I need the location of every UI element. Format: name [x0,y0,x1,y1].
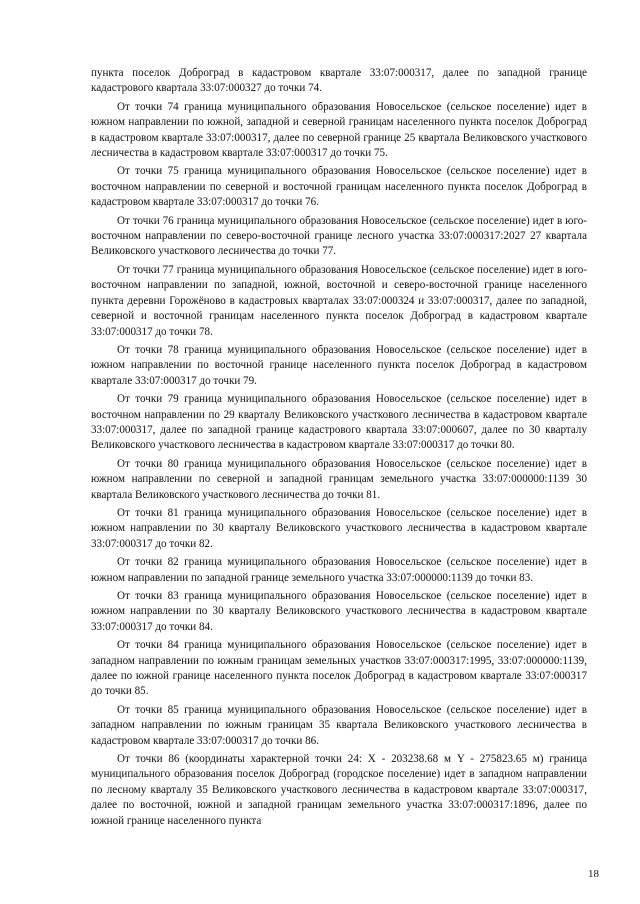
page-number: 18 [588,868,599,880]
paragraph-6: От точки 78 граница муниципального образования Новосельское (сельское поселение) идет в южном направлении по восточной границе населенного пункта поселок Доброград в кадастровом квартале 33:07:000317 до точки 79. [91,343,587,387]
paragraph-3: От точки 75 граница муниципального образования Новосельское (сельское поселение) идет в восточном направлении по северной и восточной границам населенного пункта поселок Доброград в кадастровом квартале 33:07:000317 до точки 76. [91,165,587,209]
paragraph-9: От точки 81 граница муниципального образования Новосельское (сельское поселение) идет в южном направлении по 30 кварталу Великовского участкового лесничества в кадастровом квартале 33:07:000317 до точки 82. [91,506,587,550]
paragraph-5: От точки 77 граница муниципального образования Новосельское (сельское поселение) идет в юго-восточном направлении по западной, южной, восточной и северо-восточной границе населенного пункта деревни Горожёново в кадастровых кварталах 33:07:000324 и 33:07:000317, далее по западной, северной и восточной границам населенного пункта поселок Доброград в кадастровом квартале 33:07:000317 до точки 78. [91,263,587,338]
paragraph-10: От точки 82 граница муниципального образования Новосельское (сельское поселение) идет в южном направлении по западной границе земельного участка 33:07:000000:1139 до точки 83. [91,556,587,584]
paragraph-1: пункта поселок Доброград в кадастровом квартале 33:07:000317, далее по западной границе кадастрового квартала 33:07:000327 до точки 74. [91,67,587,95]
paragraph-2: От точки 74 граница муниципального образования Новосельское (сельское поселение) идет в южном направлении по южной, западной и северной границам населенного пункта поселок Доброград в кадастровом квартале 33:07:000317, далее по северной границе 25 квартала Великовского участкового лесничества в кадастровом квартале 33:07:000317 до точки 75. [91,100,587,160]
paragraph-12: От точки 84 граница муниципального образования Новосельское (сельское поселение) идет в западном направлении по южным границам земельных участков 33:07:000317:1995, 33:07:000000:1139, далее по южной границе населенного пункта поселок Доброград в кадастровом квартале 33:07:000317 до точки 85. [91,639,587,698]
paragraph-4: От точки 76 граница муниципального образования Новосельское (сельское поселение) идет в юго-восточном направлении по северо-восточной границе лесного участка 33:07:000317:2027 27 квартала Великовского участкового лесничества до точки 77. [91,214,587,258]
paragraph-8: От точки 80 граница муниципального образования Новосельское (сельское поселение) идет в южном направлении по северной и западной границам земельного участка 33:07:000000:1139 30 квартала Великовского участкового лесничества до точки 81. [91,457,587,501]
document-page [91,66,587,832]
paragraph-11: От точки 83 граница муниципального образования Новосельское (сельское поселение) идет в южном направлении по 30 кварталу Великовского участкового лесничества в кадастровом квартале 33:07:000317 до точки 84. [91,590,587,633]
paragraph-7: От точки 79 граница муниципального образования Новосельское (сельское поселение) идет в восточном направлении по 29 кварталу Великовского участкового лесничества в кадастровом квартале 33:07:000317, далее по западной границе кадастрового квартала 33:07:000607, далее по 30 кварталу Великовского участкового лесничества в кадастровом квартале 33:07:000317 до точки 80. [91,393,587,452]
paragraph-14: От точки 86 (координаты характерной точки 24: X - 203238.68 м Y - 275823.65 м) граница муниципального образования поселок Доброград (городское поселение) идет в западном направлении по лесному кварталу 35 Великовского участкового лесничества в кадастровом квартале 33:07:000317, далее по восточной, южной и западной границам земельного участка 33:07:000317:1896, далее по южной границе населенного пункта [91,753,587,827]
paragraph-13: От точки 85 граница муниципального образования Новосельское (сельское поселение) идет в западном направлении по южным границам 35 квартала Великовского участкового лесничества в кадастровом квартале 33:07:000317 до точки 86. [91,703,587,747]
